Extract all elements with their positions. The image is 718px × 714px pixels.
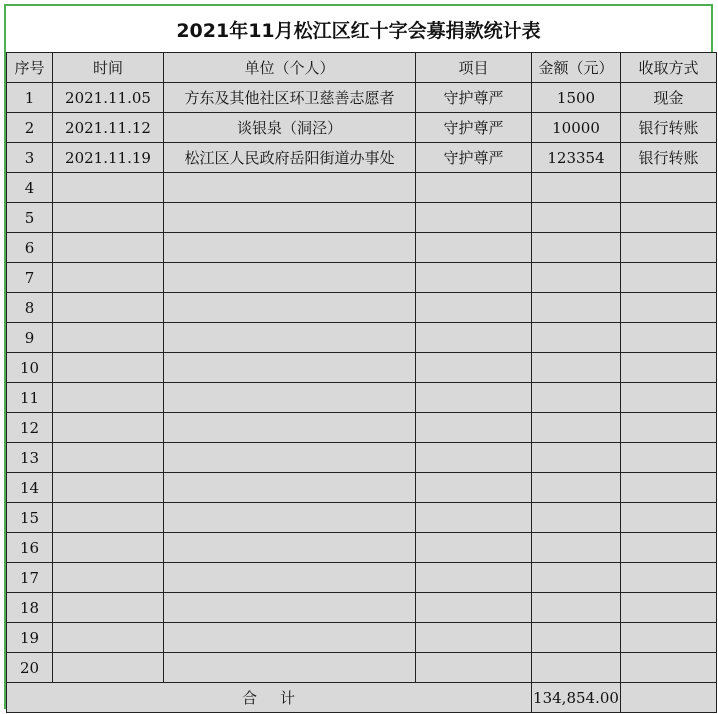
- cell-project[interactable]: [416, 563, 532, 593]
- cell-date[interactable]: [53, 383, 164, 413]
- cell-project[interactable]: 守护尊严: [416, 83, 532, 113]
- total-label[interactable]: [7, 683, 532, 713]
- cell-method[interactable]: [621, 383, 717, 413]
- table-row: [7, 143, 717, 173]
- cell-unit[interactable]: [164, 263, 416, 293]
- cell-unit[interactable]: [164, 323, 416, 353]
- cell-index[interactable]: 12: [7, 413, 53, 443]
- cell-date[interactable]: [53, 233, 164, 263]
- cell-project[interactable]: [416, 623, 532, 653]
- cell-date[interactable]: [53, 533, 164, 563]
- cell-project[interactable]: [416, 503, 532, 533]
- total-row: [7, 683, 717, 713]
- cell-date[interactable]: [53, 323, 164, 353]
- cell-amount[interactable]: [532, 413, 621, 443]
- cell-date[interactable]: [53, 473, 164, 503]
- cell-index[interactable]: 11: [7, 383, 53, 413]
- cell-method[interactable]: [621, 173, 717, 203]
- cell-method[interactable]: [621, 653, 717, 683]
- sheet-title: 2021年11月松江区红十字会募捐款统计表: [6, 6, 711, 52]
- cell-index[interactable]: 2: [7, 113, 53, 143]
- table-row: [7, 353, 717, 383]
- cell-date[interactable]: [53, 203, 164, 233]
- cell-date[interactable]: [53, 293, 164, 323]
- table-row: [7, 623, 717, 653]
- cell-method[interactable]: 银行转账: [621, 113, 717, 143]
- cell-amount[interactable]: 10000: [532, 113, 621, 143]
- cell-method[interactable]: 现金: [621, 83, 717, 113]
- cell-amount[interactable]: [532, 233, 621, 263]
- cell-unit[interactable]: [164, 383, 416, 413]
- cell-project[interactable]: [416, 593, 532, 623]
- cell-amount[interactable]: 1500: [532, 83, 621, 113]
- cell-project[interactable]: [416, 233, 532, 263]
- cell-unit[interactable]: 松江区人民政府岳阳街道办事处: [164, 143, 416, 173]
- cell-date[interactable]: [53, 173, 164, 203]
- table-body: [7, 83, 717, 683]
- table-row: [7, 263, 717, 293]
- cell-unit[interactable]: [164, 203, 416, 233]
- table-row: [7, 563, 717, 593]
- header-project[interactable]: 项目: [416, 53, 532, 83]
- table-row: [7, 293, 717, 323]
- cell-unit[interactable]: [164, 563, 416, 593]
- cell-unit[interactable]: [164, 503, 416, 533]
- table-row: [7, 653, 717, 683]
- cell-date[interactable]: [53, 263, 164, 293]
- cell-amount[interactable]: [532, 473, 621, 503]
- cell-amount[interactable]: [532, 353, 621, 383]
- cell-unit[interactable]: [164, 233, 416, 263]
- cell-unit[interactable]: 方东及其他社区环卫慈善志愿者: [164, 83, 416, 113]
- table-row: [7, 593, 717, 623]
- cell-index[interactable]: 7: [7, 263, 53, 293]
- cell-amount[interactable]: [532, 563, 621, 593]
- cell-index[interactable]: 4: [7, 173, 53, 203]
- cell-index[interactable]: 14: [7, 473, 53, 503]
- cell-index[interactable]: 6: [7, 233, 53, 263]
- cell-method[interactable]: [621, 563, 717, 593]
- cell-amount[interactable]: [532, 593, 621, 623]
- cell-unit[interactable]: [164, 173, 416, 203]
- cell-date[interactable]: [53, 503, 164, 533]
- table-row: [7, 503, 717, 533]
- cell-project[interactable]: [416, 413, 532, 443]
- cell-unit[interactable]: [164, 293, 416, 323]
- cell-date[interactable]: [53, 563, 164, 593]
- cell-index[interactable]: 3: [7, 143, 53, 173]
- header-method[interactable]: 收取方式: [621, 53, 717, 83]
- cell-amount[interactable]: [532, 173, 621, 203]
- total-method[interactable]: [621, 683, 717, 713]
- cell-date[interactable]: 2021.11.05: [53, 83, 164, 113]
- cell-amount[interactable]: [532, 203, 621, 233]
- cell-index[interactable]: 1: [7, 83, 53, 113]
- cell-index[interactable]: 13: [7, 443, 53, 473]
- cell-amount[interactable]: [532, 533, 621, 563]
- cell-method[interactable]: [621, 533, 717, 563]
- cell-date[interactable]: [53, 653, 164, 683]
- cell-method[interactable]: [621, 323, 717, 353]
- cell-index[interactable]: 16: [7, 533, 53, 563]
- cell-index[interactable]: 15: [7, 503, 53, 533]
- table-row: [7, 413, 717, 443]
- cell-amount[interactable]: [532, 263, 621, 293]
- cell-index[interactable]: 20: [7, 653, 53, 683]
- header-amount[interactable]: 金额（元）: [532, 53, 621, 83]
- cell-method[interactable]: [621, 203, 717, 233]
- cell-amount[interactable]: 123354: [532, 143, 621, 173]
- cell-project[interactable]: [416, 323, 532, 353]
- cell-amount[interactable]: [532, 623, 621, 653]
- donation-table: [6, 52, 717, 713]
- cell-unit[interactable]: [164, 353, 416, 383]
- cell-amount[interactable]: [532, 443, 621, 473]
- cell-date[interactable]: [53, 353, 164, 383]
- cell-method[interactable]: [621, 413, 717, 443]
- cell-project[interactable]: 守护尊严: [416, 113, 532, 143]
- cell-unit[interactable]: [164, 473, 416, 503]
- header-unit[interactable]: 单位（个人）: [164, 53, 416, 83]
- cell-method[interactable]: [621, 263, 717, 293]
- table-row: [7, 203, 717, 233]
- cell-method[interactable]: [621, 503, 717, 533]
- total-label-char-2: 计: [280, 689, 297, 707]
- cell-method[interactable]: [621, 593, 717, 623]
- cell-method[interactable]: [621, 293, 717, 323]
- header-index[interactable]: 序号: [7, 53, 53, 83]
- cell-amount[interactable]: [532, 653, 621, 683]
- cell-method[interactable]: [621, 443, 717, 473]
- cell-project[interactable]: [416, 173, 532, 203]
- spreadsheet-sheet: [4, 4, 713, 709]
- cell-amount[interactable]: [532, 383, 621, 413]
- cell-project[interactable]: [416, 263, 532, 293]
- cell-amount[interactable]: [532, 323, 621, 353]
- header-date[interactable]: 时间: [53, 53, 164, 83]
- total-label-char-1: 合: [241, 689, 258, 707]
- cell-index[interactable]: 5: [7, 203, 53, 233]
- cell-project[interactable]: [416, 203, 532, 233]
- table-row: [7, 83, 717, 113]
- cell-unit[interactable]: [164, 533, 416, 563]
- cell-date[interactable]: [53, 443, 164, 473]
- header-row: [7, 53, 717, 83]
- cell-date[interactable]: 2021.11.12: [53, 113, 164, 143]
- cell-unit[interactable]: [164, 593, 416, 623]
- cell-unit[interactable]: [164, 413, 416, 443]
- cell-project[interactable]: [416, 293, 532, 323]
- cell-project[interactable]: [416, 353, 532, 383]
- cell-method[interactable]: 银行转账: [621, 143, 717, 173]
- cell-project[interactable]: [416, 443, 532, 473]
- cell-unit[interactable]: [164, 623, 416, 653]
- cell-amount[interactable]: [532, 293, 621, 323]
- cell-project[interactable]: [416, 533, 532, 563]
- cell-unit[interactable]: [164, 653, 416, 683]
- cell-date[interactable]: [53, 623, 164, 653]
- cell-index[interactable]: 18: [7, 593, 53, 623]
- cell-date[interactable]: [53, 413, 164, 443]
- cell-index[interactable]: 8: [7, 293, 53, 323]
- cell-method[interactable]: [621, 353, 717, 383]
- table-row: [7, 323, 717, 353]
- cell-method[interactable]: [621, 623, 717, 653]
- table-row: [7, 533, 717, 563]
- table-row: [7, 113, 717, 143]
- cell-amount[interactable]: [532, 503, 621, 533]
- cell-index[interactable]: 17: [7, 563, 53, 593]
- cell-index[interactable]: 9: [7, 323, 53, 353]
- cell-unit[interactable]: [164, 443, 416, 473]
- table-row: [7, 473, 717, 503]
- cell-method[interactable]: [621, 233, 717, 263]
- table-row: [7, 383, 717, 413]
- cell-project[interactable]: [416, 473, 532, 503]
- table-row: [7, 443, 717, 473]
- cell-project[interactable]: [416, 653, 532, 683]
- cell-project[interactable]: [416, 383, 532, 413]
- cell-method[interactable]: [621, 473, 717, 503]
- cell-project[interactable]: 守护尊严: [416, 143, 532, 173]
- cell-date[interactable]: [53, 593, 164, 623]
- cell-index[interactable]: 10: [7, 353, 53, 383]
- cell-index[interactable]: 19: [7, 623, 53, 653]
- table-row: [7, 173, 717, 203]
- cell-date[interactable]: 2021.11.19: [53, 143, 164, 173]
- total-amount[interactable]: 134,854.00: [532, 683, 621, 713]
- cell-unit[interactable]: 谈银泉（洞泾）: [164, 113, 416, 143]
- table-row: [7, 233, 717, 263]
